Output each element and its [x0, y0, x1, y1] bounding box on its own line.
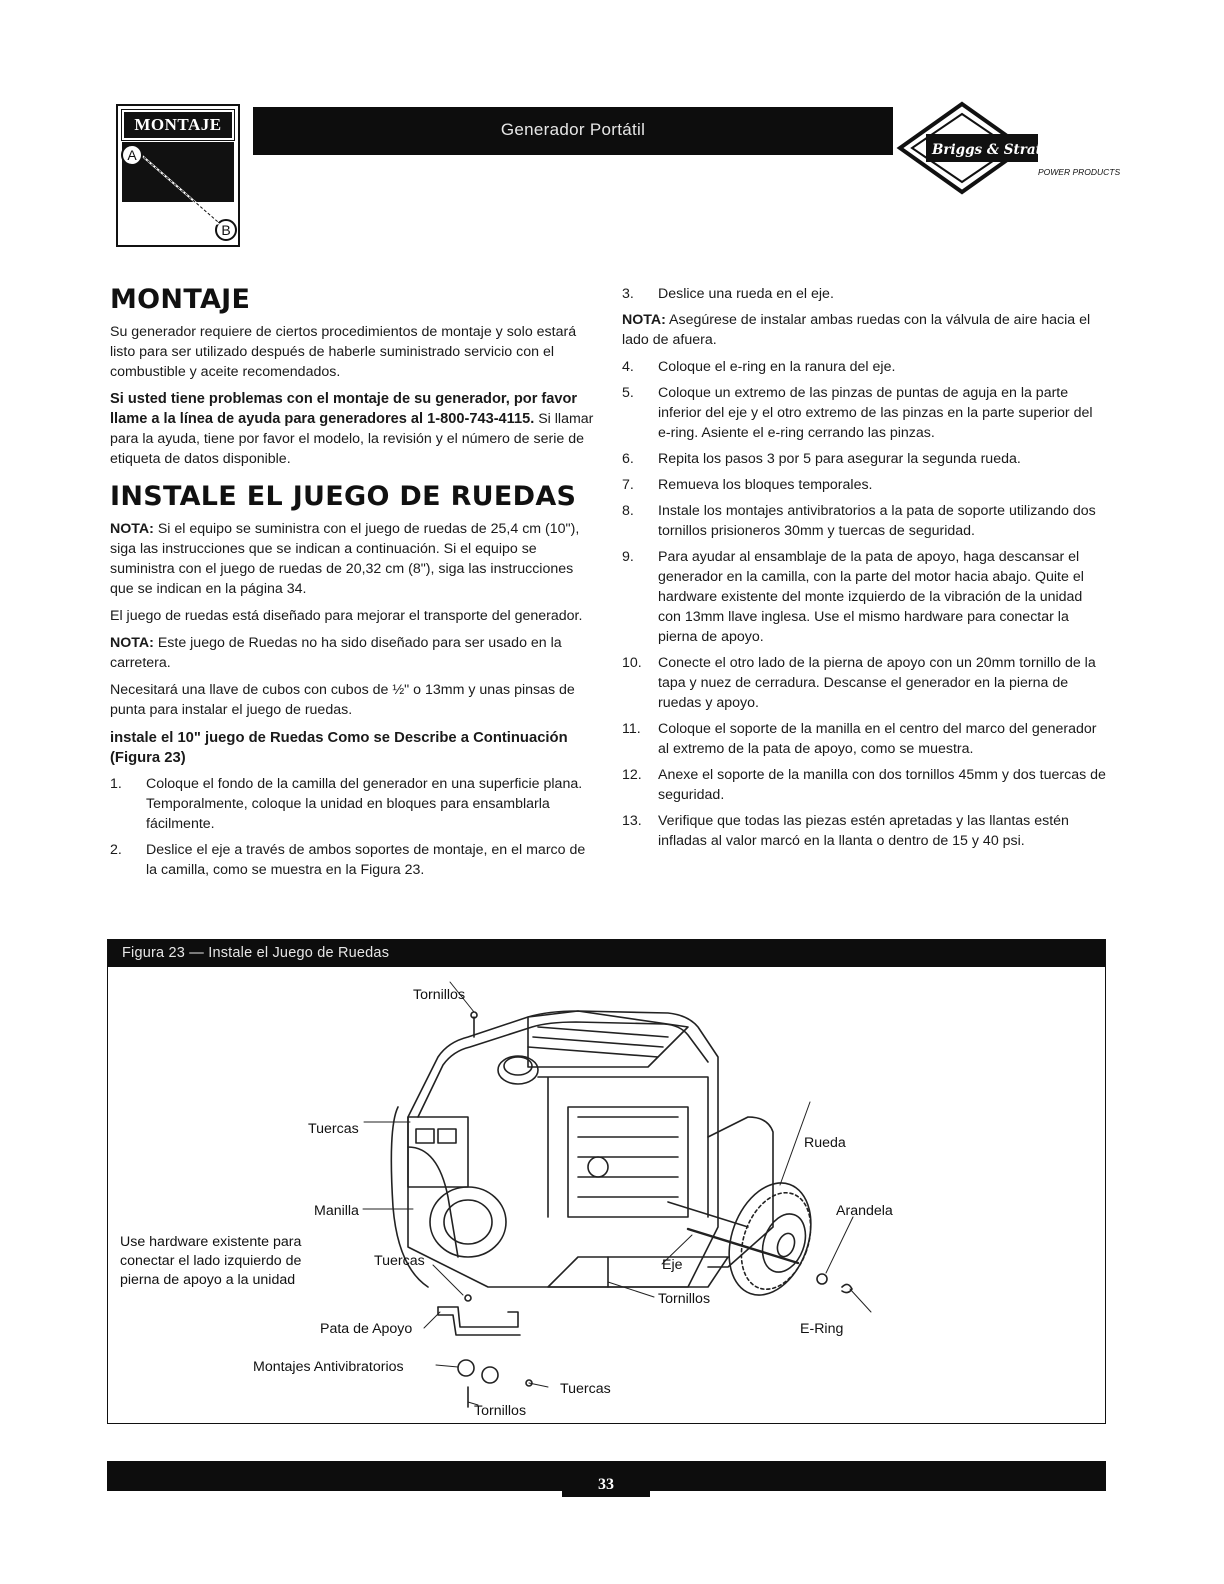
list-item	[622, 547, 1108, 647]
step-number: 1.	[110, 776, 122, 792]
label-tuercas-3: Tuercas	[560, 1381, 611, 1397]
briggs-stratton-logo	[890, 100, 1120, 196]
step-text: Anexe el soporte de la manilla con dos tornillos 45mm y dos tuercas de seguridad.	[658, 767, 1106, 803]
label-pata-de-apoyo: Pata de Apoyo	[320, 1321, 413, 1337]
logo-brand-text: Briggs & Stratton	[932, 142, 1067, 158]
list-item	[110, 774, 598, 834]
list-item	[622, 449, 1108, 469]
right-steps-list-a	[622, 284, 1108, 304]
intro-paragraph: Su generador requiere de ciertos procedimientos de montaje y solo estará listo para ser utilizado después de haberle suministrado servicio con el combustible y aceite recomendados.	[110, 324, 577, 380]
nota-paragraph-right	[622, 310, 1108, 350]
logo-subtitle-text: POWER PRODUCTS	[1038, 167, 1120, 177]
leader-lines	[363, 982, 871, 1405]
e-ring	[842, 1284, 852, 1292]
nota-text-2: Este juego de Ruedas no ha sido diseñado para ser usado en la carretera.	[110, 635, 562, 671]
header-title: Generador Portátil	[253, 107, 893, 155]
badge-a-text: A	[127, 147, 137, 163]
helpline-rest: Si llamar para la ayuda, tiene por favor el modelo, la revisión y el número de serie de etiqueta de datos disponible.	[110, 411, 594, 467]
step-text: Instale los montajes antivibratorios a la pata de soporte utilizando dos tornillos prisioneros 30mm y tuercas de seguridad.	[658, 503, 1096, 539]
nota-text-1: Si el equipo se suministra con el juego de ruedas de 25,4 cm (10"), siga las instrucciones que se indican a continuación. Si el equipo se suministra con el juego de ruedas de 20,32 cm (8"), siga las instrucciones que se indican en la página 34.	[110, 521, 580, 597]
left-column	[110, 284, 598, 886]
generator-frame	[391, 1011, 773, 1287]
step-text: Para ayudar al ensamblaje de la pata de apoyo, haga descansar el generador en la camilla, con la parte del motor hacia abajo. Quite el hardware existente del monte izquierdo de la vibración de la unidad con 13mm llave inglesa. Use el mismo hardware para conectar la pierna de apoyo.	[658, 549, 1084, 645]
label-e-ring: E-Ring	[800, 1321, 844, 1337]
list-item	[622, 501, 1108, 541]
label-tornillos-top: Tornillos	[413, 987, 466, 1003]
helpline-paragraph	[110, 389, 598, 469]
label-arandela: Arandela	[836, 1203, 893, 1219]
step-number: 6.	[622, 451, 634, 467]
step-text: Coloque el fondo de la camilla del generador en una superficie plana. Temporalmente, coloque la unidad en bloques para ensamblarla fácilmente.	[146, 776, 583, 832]
list-item	[622, 284, 1108, 304]
label-tuercas-2: Tuercas	[374, 1253, 425, 1269]
label-rueda: Rueda	[804, 1135, 846, 1151]
nota-label: NOTA:	[110, 521, 154, 537]
step-number: 5.	[622, 385, 634, 401]
support-leg-edge	[438, 1307, 520, 1335]
antivibration-mount-1	[458, 1360, 474, 1376]
montaje-heading: MONTAJE	[110, 284, 251, 315]
step-text: Conecte el otro lado de la pierna de apoyo con un 20mm tornillo de la tapa y nuez de cerradura. Descanse el generador en la pierna de ruedas y apoyo.	[658, 655, 1096, 711]
nota-text-right: Asegúrese de instalar ambas ruedas con la válvula de aire hacia el lado de afuera.	[622, 312, 1091, 348]
instructions-subheading: instale el 10" juego de Ruedas Como se Describe a Continuación (Figura 23)	[110, 730, 568, 766]
list-item	[110, 840, 598, 880]
step-number: 13.	[622, 813, 642, 829]
generator-diagram	[108, 967, 1104, 1423]
list-item	[622, 719, 1108, 759]
nota-label: NOTA:	[110, 635, 154, 651]
label-montajes-antivibratorios: Montajes Antivibratorios	[253, 1359, 404, 1375]
step-number: 3.	[622, 286, 634, 302]
step-text: Coloque el e-ring en la ranura del eje.	[658, 359, 896, 375]
step-text: Remueva los bloques temporales.	[658, 477, 873, 493]
step-number: 10.	[622, 655, 642, 671]
step-number: 2.	[110, 842, 122, 858]
step-number: 7.	[622, 477, 634, 493]
label-tuercas-1: Tuercas	[308, 1121, 359, 1137]
step-text: Coloque el soporte de la manilla en el centro del marco del generador al extremo de la pata de apoyo, como se muestra.	[658, 721, 1097, 757]
right-steps-list-b	[622, 357, 1108, 851]
right-column	[622, 284, 1108, 857]
figure-note: Use hardware existente para conectar el lado izquierdo de pierna de apoyo a la unidad	[120, 1234, 302, 1288]
assembly-a-b-icon	[118, 106, 238, 245]
step-number: 8.	[622, 503, 634, 519]
figure-23	[107, 939, 1106, 1424]
step-number: 4.	[622, 359, 634, 375]
figure-title: Figura 23 — Instale el Juego de Ruedas	[108, 940, 1105, 967]
nota-paragraph-1	[110, 519, 598, 599]
left-steps-list	[110, 774, 598, 880]
washer	[817, 1274, 827, 1284]
section-badge	[116, 104, 240, 247]
step-number: 11.	[622, 721, 641, 737]
step-number: 9.	[622, 549, 634, 565]
tools-paragraph: Necesitará una llave de cubos con cubos de ½" o 13mm y unas pinsas de punta para instalar el juego de ruedas.	[110, 682, 575, 718]
page-number: 33	[562, 1461, 650, 1497]
label-tornillos-bottom: Tornillos	[474, 1403, 527, 1419]
step-text: Repita los pasos 3 por 5 para asegurar la segunda rueda.	[658, 451, 1021, 467]
antivibration-mount-2	[482, 1367, 498, 1383]
badge-b-text: B	[221, 222, 231, 238]
list-item	[622, 811, 1108, 851]
nut-lower	[465, 1295, 471, 1301]
step-text: Deslice el eje a través de ambos soportes de montaje, en el marco de la camilla, como se muestra en la Figura 23.	[146, 842, 586, 878]
wheel	[714, 1172, 825, 1307]
list-item	[622, 357, 1108, 377]
label-manilla: Manilla	[314, 1203, 359, 1219]
axle	[688, 1229, 798, 1263]
step-number: 12.	[622, 767, 642, 783]
step-text: Coloque un extremo de las pinzas de puntas de aguja en la parte inferior del eje y el otro extremo de las pinzas en la parte superior del e-ring. Asiente el e-ring cerrando las pinzas.	[658, 385, 1093, 441]
label-eje: Eje	[662, 1257, 683, 1273]
helpline-bold: Si usted tiene problemas con el montaje de su generador, por favor llame a la línea de ayuda para generadores al 1-800-743-4115.	[110, 391, 578, 427]
list-item	[622, 383, 1108, 443]
list-item	[622, 475, 1108, 495]
label-tornillos-mid: Tornillos	[658, 1291, 711, 1307]
list-item	[622, 653, 1108, 713]
nota-paragraph-2	[110, 633, 598, 673]
support-leg	[438, 1307, 518, 1327]
nota-label: NOTA:	[622, 312, 666, 328]
badge-label: MONTAJE	[122, 110, 234, 140]
wheel-kit-heading: INSTALE EL JUEGO DE RUEDAS	[110, 481, 577, 512]
step-text: Deslice una rueda en el eje.	[658, 286, 834, 302]
step-text: Verifique que todas las piezas estén apretadas y las llantas estén infladas al valor marcó en la llanta o dentro de 15 y 40 psi.	[658, 813, 1069, 849]
kit-purpose-paragraph: El juego de ruedas está diseñado para mejorar el transporte del generador.	[110, 608, 583, 624]
list-item	[622, 765, 1108, 805]
